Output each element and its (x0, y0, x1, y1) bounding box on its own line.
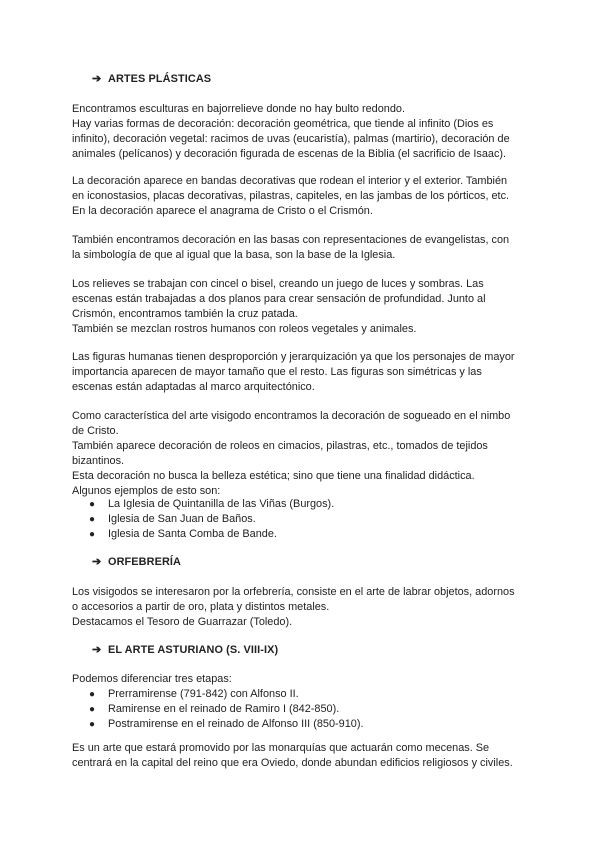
bullet-icon: ● (89, 689, 96, 700)
text-line: importancia aparecen de mayor tamaño que el resto. Las figuras son simétricas y las (72, 366, 482, 378)
text-line: Destacamos el Tesoro de Guarrazar (Toledo). (72, 616, 293, 628)
text-line: escenas están adaptadas al marco arquitectónico. (72, 381, 315, 393)
heading-orfebreria (92, 555, 181, 570)
text-line: Esta decoración no busca la belleza estética; sino que tiene una finalidad didáctica. (72, 470, 475, 482)
list-item (72, 702, 363, 717)
text-line: de Cristo. (72, 425, 119, 437)
text-line: En la decoración aparece el anagrama de Cristo o el Crismón. (72, 205, 373, 217)
list-item-text: Ramirense en el reinado de Ramiro I (842-850). (108, 703, 340, 715)
text-line: Encontramos esculturas en bajorrelieve donde no hay bulto redondo. (72, 103, 405, 115)
list-item (72, 497, 334, 512)
list-item (72, 687, 363, 702)
list-item (72, 717, 363, 732)
text-line: La decoración aparece en bandas decorativas que rodean el interior y el exterior. También (72, 175, 508, 187)
list-item-text: Postramirense en el reinado de Alfonso III (850-910). (108, 718, 364, 730)
text-line: o accesorios a partir de oro, plata y distintos metales. (72, 601, 330, 613)
bullet-list-ejemplos (72, 497, 334, 542)
list-item-text: Iglesia de San Juan de Baños. (108, 513, 256, 525)
arrow-icon: ➔ (92, 556, 102, 568)
text-line: infinito), decoración vegetal: racimos de uvas (eucaristía), palmas (martirio), decoración de (72, 133, 510, 145)
text-line: Crismón, encontramos también la cruz patada. (72, 308, 298, 320)
list-item-text: La Iglesia de Quintanilla de las Viñas (Burgos). (108, 498, 335, 510)
bullet-icon: ● (89, 499, 96, 510)
paragraph-basas (72, 233, 532, 263)
bullet-icon: ● (89, 529, 96, 540)
paragraph-figuras (72, 350, 532, 395)
text-line: Como característica del arte visigodo encontramos la decoración de sogueado en el nimbo (72, 410, 511, 422)
heading-arte-asturiano (92, 643, 278, 658)
text-line: También se mezclan rostros humanos con roleos vegetales y animales. (72, 323, 417, 335)
paragraph-orfebreria (72, 585, 532, 630)
text-line: Hay varias formas de decoración: decoración geométrica, que tiende al infinito (Dios es (72, 118, 494, 130)
arrow-icon: ➔ (92, 644, 102, 656)
heading-text: ORFEBRERÍA (108, 556, 182, 568)
text-line: Los visigodos se interesaron por la orfebrería, consiste en el arte de labrar objetos, adornos (72, 586, 515, 598)
text-line: También aparece decoración de roleos en cimacios, pilastras, etc., tomados de tejidos (72, 440, 488, 452)
text-line: animales (pelícanos) y decoración figurada de escenas de la Biblia (el sacrificio de Isaac). (72, 148, 507, 160)
text-line: Las figuras humanas tienen desproporción y jerarquización ya que los personajes de mayor (72, 351, 515, 363)
text-line: la simbología de que al igual que la basa, son la base de la Iglesia. (72, 249, 396, 261)
bullet-icon: ● (89, 719, 96, 730)
text-line: Los relieves se trabajan con cincel o bisel, creando un juego de luces y sombras. Las (72, 278, 484, 290)
text-line: También encontramos decoración en las basas con representaciones de evangelistas, con (72, 234, 510, 246)
list-item-text: Iglesia de Santa Comba de Bande. (108, 528, 277, 540)
paragraph-esculturas (72, 102, 532, 162)
heading-text: EL ARTE ASTURIANO (S. VIII-IX) (108, 644, 279, 656)
list-item (72, 512, 334, 527)
list-item (72, 527, 334, 542)
paragraph-sogueado (72, 409, 532, 499)
bullet-icon: ● (89, 514, 96, 525)
paragraph-relieves (72, 277, 532, 337)
heading-text: ARTES PLÁSTICAS (108, 73, 212, 85)
bullet-icon: ● (89, 704, 96, 715)
arrow-icon: ➔ (92, 73, 102, 85)
text-line: Algunos ejemplos de esto son: (72, 485, 221, 497)
text-line: Es un arte que estará promovido por las monarquías que actuarán como mecenas. Se (72, 742, 490, 754)
bullet-list-etapas (72, 687, 363, 732)
text-line: Podemos diferenciar tres etapas: (72, 673, 232, 685)
text-line: bizantinos. (72, 455, 125, 467)
text-line: escenas están trabajadas a dos planos para crear sensación de profundidad. Junto al (72, 293, 486, 305)
text-line: en iconostasios, placas decorativas, pilastras, capiteles, en las jambas de los pórticos, etc. (72, 190, 510, 202)
heading-artes-plasticas (92, 72, 211, 87)
list-item-text: Prerramirense (791-842) con Alfonso II. (108, 688, 299, 700)
paragraph-mecenas (72, 741, 532, 771)
paragraph-bandas (72, 174, 532, 219)
paragraph-etapas (72, 672, 532, 687)
text-line: centrará en la capital del reino que era Oviedo, donde abundan edificios religiosos y civiles. (72, 757, 513, 769)
